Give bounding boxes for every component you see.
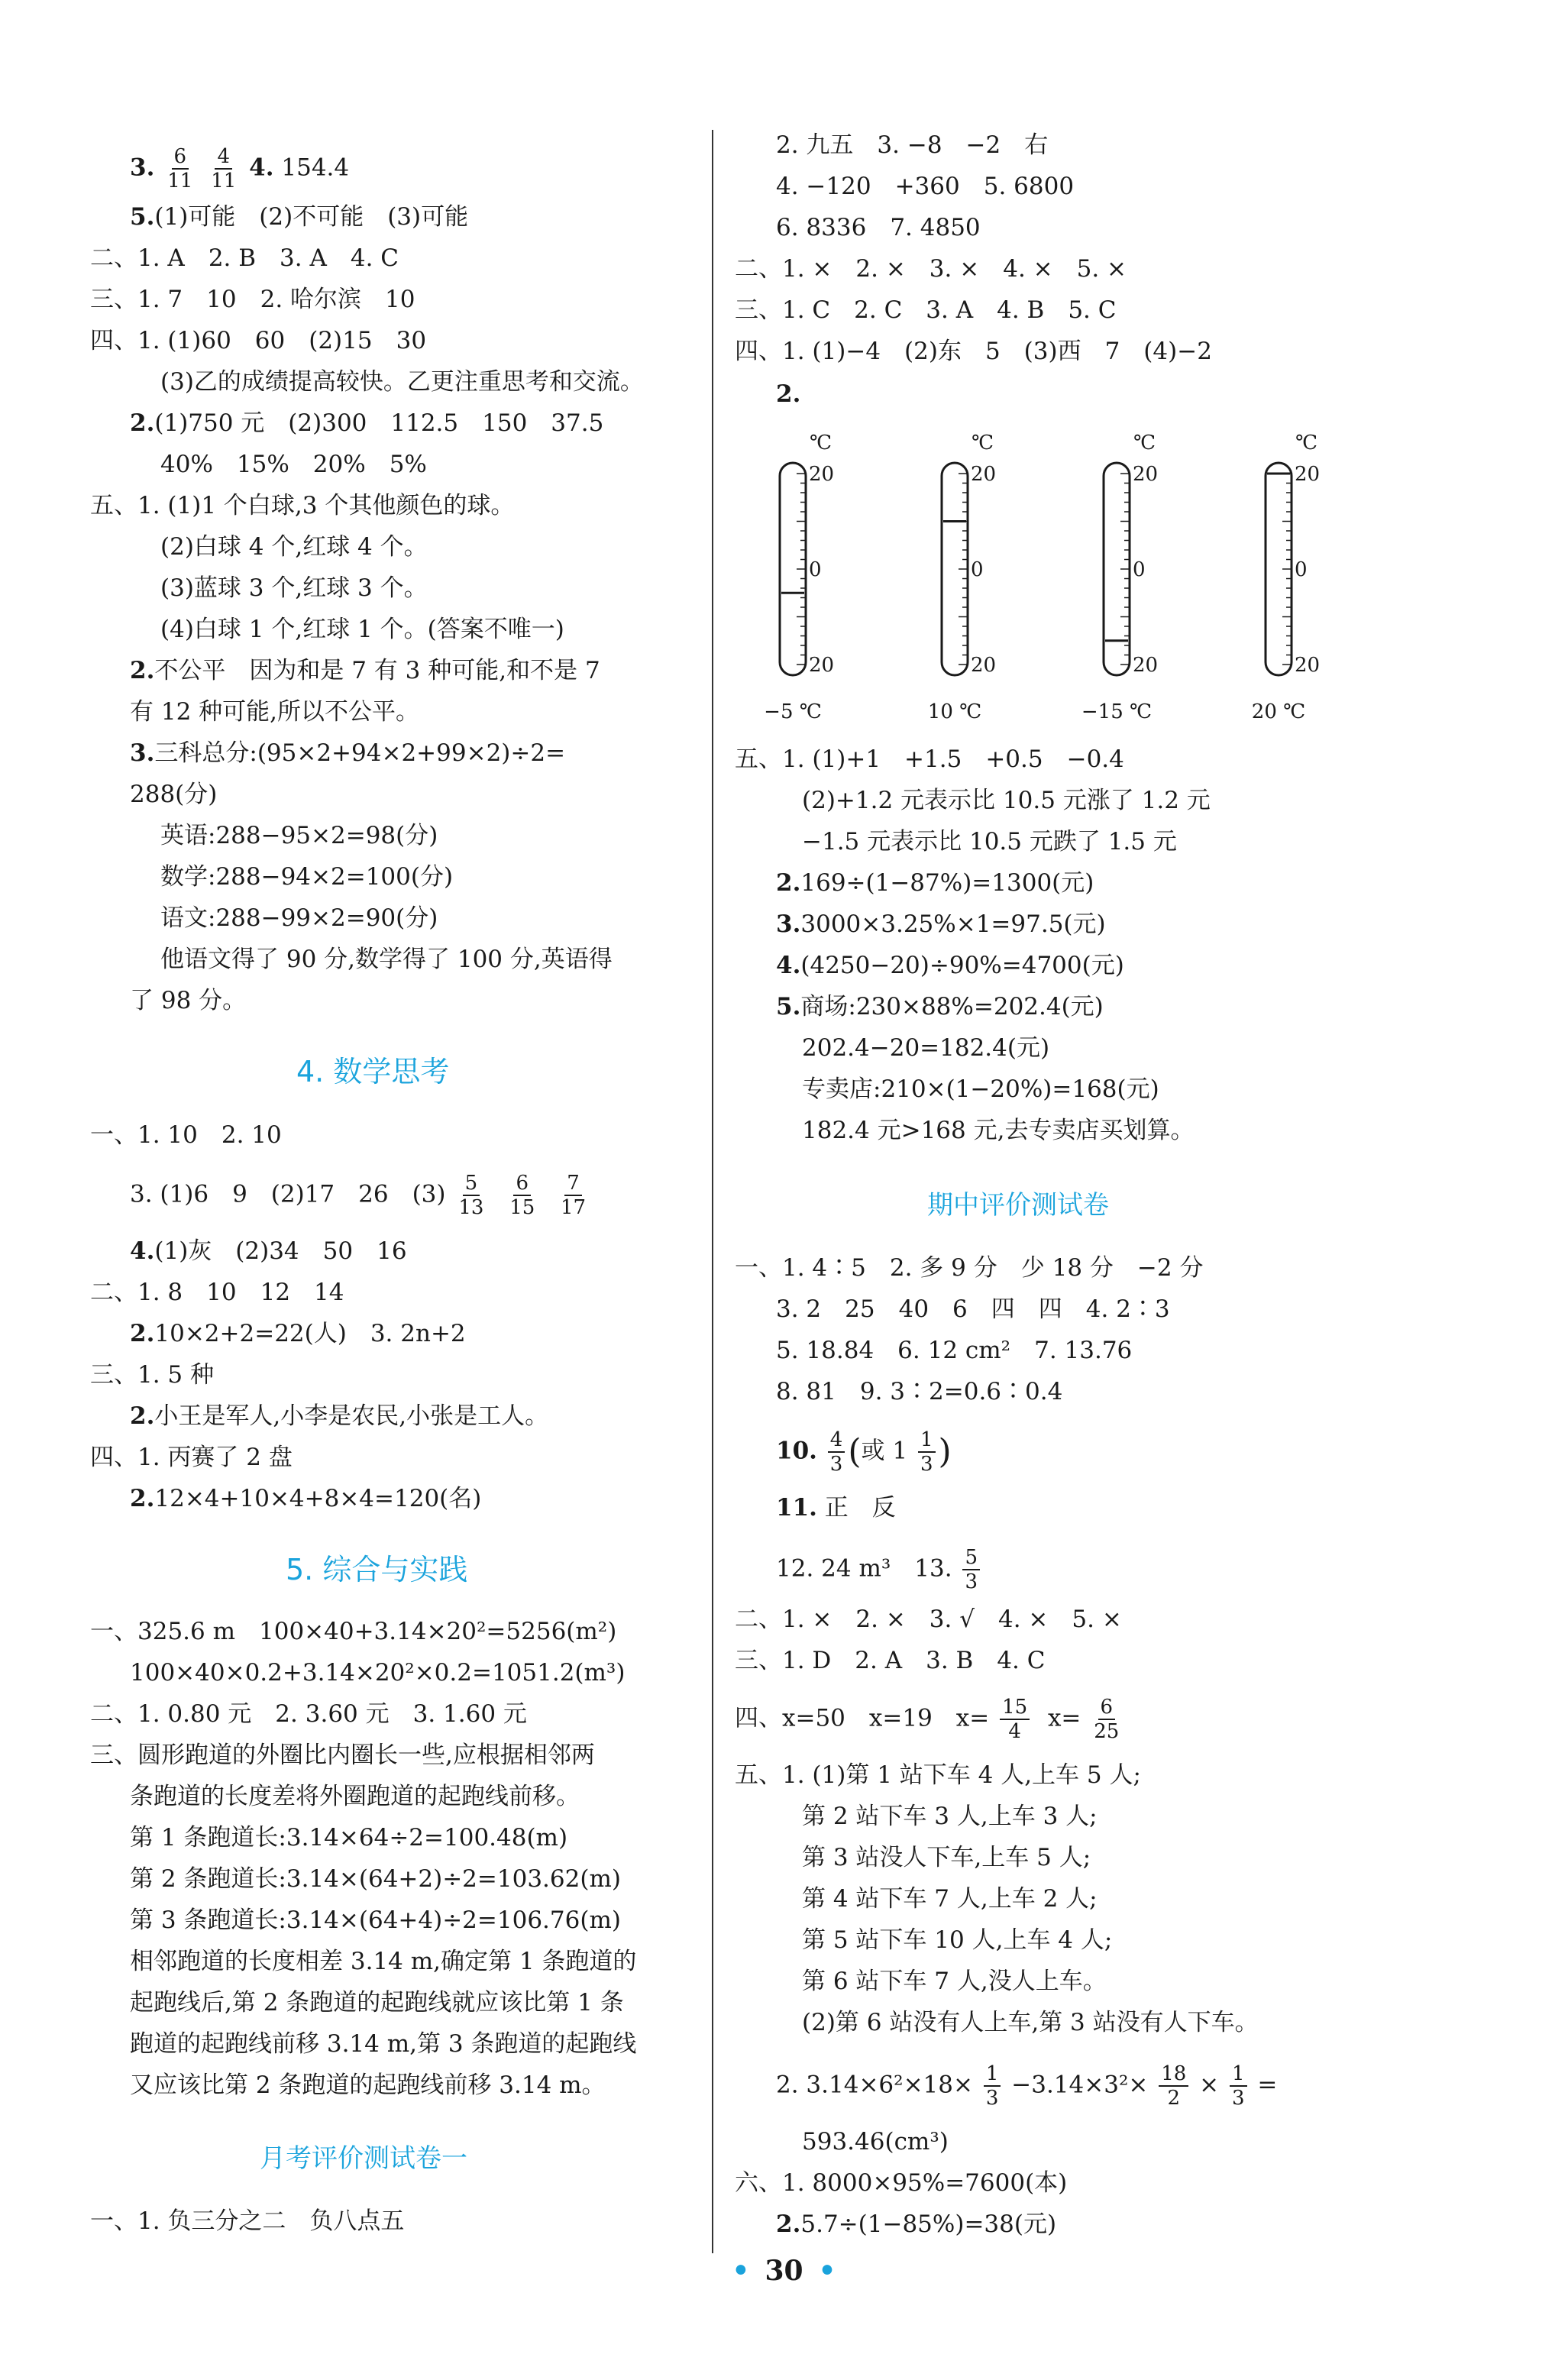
fraction: $\frac{4}{3}$ (828, 1428, 845, 1476)
answer-line: −1.5 元表示比 10.5 元跌了 1.5 元 (802, 828, 1177, 855)
answer-line: 一、325.6 m 100×40+3.14×20²=5256(m²) (90, 1618, 617, 1645)
answer-line: 了 98 分。 (130, 987, 247, 1014)
answer-line: 2.169÷(1−87%)=1300(元) (776, 869, 1094, 897)
answer-line: 三、1. 5 种 (90, 1361, 215, 1389)
answer-line: 3.3000×3.25%×1=97.5(元) (776, 910, 1106, 938)
answer-line: 2.10×2+2=22(人) 3. 2n+2 (130, 1320, 466, 1347)
answer-line: 182.4 元>168 元,去专卖店买划算。 (802, 1117, 1195, 1144)
fraction: $\frac{1}{3}$ (984, 2062, 1001, 2110)
answer-line: 条跑道的长度差将外圈跑道的起跑线前移。 (130, 1783, 580, 1810)
answer-line: 英语:288−95×2=98(分) (160, 822, 438, 849)
answer-line: 2. 九五 3. −8 −2 右 (776, 131, 1049, 159)
answer-line: 又应该比第 2 条跑道的起跑线前移 3.14 m。 (130, 2071, 606, 2099)
answer-line: 起跑线后,第 2 条跑道的起跑线就应该比第 1 条 (130, 1989, 624, 2016)
section-heading: 5. 综合与实践 (286, 1553, 468, 1586)
fraction: $\frac{7}{17}$ (561, 1172, 587, 1219)
thermometer-unit: ℃ (810, 432, 832, 454)
answer-line: 五、1. (1)1 个白球,3 个其他颜色的球。 (90, 492, 515, 519)
thermometer-scale-label: 0 (971, 558, 984, 581)
page-number: 30 (765, 2255, 803, 2287)
answer-line: 数学:288−94×2=100(分) (160, 863, 454, 891)
answer-line: 五、1. (1)第 1 站下车 4 人,上车 5 人; (735, 1761, 1141, 1789)
thermometer-scale-label: 20 (971, 463, 997, 486)
answer-line: 第 1 条跑道长:3.14×64÷2=100.48(m) (130, 1824, 568, 1851)
answer-line: 四、x=50 x=19 x= $\frac{15}{4}$ x= $\frac{6}{25}$ (735, 1696, 1124, 1743)
answer-line: 三、1. C 2. C 3. A 4. B 5. C (735, 296, 1117, 324)
answer-line: 202.4−20=182.4(元) (802, 1034, 1050, 1062)
answer-line: 593.46(cm³) (802, 2128, 949, 2155)
thermometer-unit: ℃ (1295, 432, 1318, 454)
answer-line: 288(分) (130, 781, 218, 808)
answer-line: 100×40×0.2+3.14×20²×0.2=1051.2(m³) (130, 1659, 626, 1687)
section-heading: 月考评价测试卷一 (260, 2143, 467, 2174)
answer-line: 二、1. × 2. × 3. √ 4. × 5. × (735, 1606, 1122, 1633)
thermometer-scale-label: 20 (1133, 463, 1159, 486)
answer-line: 第 4 站下车 7 人,上车 2 人; (802, 1885, 1098, 1913)
thermometer-unit: ℃ (1133, 432, 1156, 454)
answer-line: 3. $\frac{6}{11}$ $\frac{4}{11}$ 4. 154.4 (130, 145, 350, 192)
thermometer-label: 20 ℃ (1251, 700, 1306, 723)
section-heading: 期中评价测试卷 (927, 1190, 1109, 1221)
thermometer-label: −5 ℃ (764, 700, 822, 723)
answer-line: 2.不公平 因为和是 7 有 3 种可能,和不是 7 (130, 657, 600, 684)
thermometer-label: −15 ℃ (1081, 700, 1153, 723)
answer-line: 五、1. (1)+1 +1.5 +0.5 −0.4 (735, 745, 1124, 773)
answer-line: 4.(4250−20)÷90%=4700(元) (776, 952, 1124, 979)
answer-line: 二、1. 0.80 元 2. 3.60 元 3. 1.60 元 (90, 1700, 527, 1728)
answer-line: 二、1. × 2. × 3. × 4. × 5. × (735, 255, 1127, 283)
fraction: $\frac{15}{4}$ (1000, 1696, 1030, 1743)
answer-line: 专卖店:210×(1−20%)=168(元) (802, 1075, 1159, 1103)
answer-line: 第 3 站没人下车,上车 5 人; (802, 1844, 1091, 1871)
answer-line: 10. $\frac{4}{3}$ (或 1 $\frac{1}{3}$ ) (776, 1428, 952, 1476)
thermometer-scale-label: 20 (809, 463, 835, 486)
answer-line: 二、1. 8 10 12 14 (90, 1279, 344, 1306)
answer-line: 5.(1)可能 (2)不可能 (3)可能 (130, 203, 469, 231)
answer-line: 11. 正 反 (776, 1494, 896, 1522)
answer-line: 六、1. 8000×95%=7600(本) (735, 2169, 1068, 2197)
answer-line: 一、1. 负三分之二 负八点五 (90, 2207, 405, 2235)
answer-line: 2. 3.14×6²×18× $\frac{1}{3}$ −3.14×3²× $\frac{18}{2}$ × $\frac{1}{3}$ = (776, 2062, 1278, 2110)
fraction: $\frac{4}{11}$ (211, 145, 237, 192)
fraction: $\frac{6}{11}$ (167, 145, 193, 192)
thermometer-scale-label: 20 (1295, 654, 1321, 677)
thermometer-scale-label: 20 (1133, 654, 1159, 677)
answer-line: 2.12×4+10×4+8×4=120(名) (130, 1485, 482, 1512)
answer-line: 第 3 条跑道长:3.14×(64+4)÷2=106.76(m) (130, 1906, 621, 1934)
thermometer-scale-label: 0 (809, 558, 822, 581)
answer-line: 2.5.7÷(1−85%)=38(元) (776, 2210, 1057, 2238)
thermometer-unit: ℃ (972, 432, 994, 454)
bullet-icon: • (818, 2255, 836, 2287)
fraction: $\frac{6}{25}$ (1094, 1696, 1120, 1743)
answer-line: (4)白球 1 个,红球 1 个。(答案不唯一) (160, 616, 564, 643)
bullet-icon: • (732, 2255, 750, 2287)
fraction: $\frac{18}{2}$ (1159, 2062, 1188, 2110)
thermometer-scale-label: 0 (1133, 558, 1146, 581)
answer-line: 4.(1)灰 (2)34 50 16 (130, 1237, 407, 1265)
fraction: $\frac{5}{3}$ (962, 1546, 980, 1593)
answer-line: 3. 2 25 40 6 四 四 4. 2∶3 (776, 1295, 1170, 1323)
answer-line: 第 2 站下车 3 人,上车 3 人; (802, 1803, 1098, 1830)
answer-line: 8. 81 9. 3∶2=0.6∶0.4 (776, 1378, 1063, 1405)
answer-line: 第 5 站下车 10 人,上车 4 人; (802, 1926, 1113, 1954)
answer-line: 3. (1)6 9 (2)17 26 (3) $\frac{5}{13}$ $\frac{6}{15}$ $\frac{7}{17}$ (130, 1172, 591, 1219)
answer-line: 有 12 种可能,所以不公平。 (130, 698, 420, 726)
answer-line: 三、1. 7 10 2. 哈尔滨 10 (90, 286, 415, 313)
answer-line: 跑道的起跑线前移 3.14 m,第 3 条跑道的起跑线 (130, 2030, 637, 2058)
answer-line: (2)白球 4 个,红球 4 个。 (160, 533, 428, 561)
answer-line: (3)乙的成绩提高较快。乙更注重思考和交流。 (160, 368, 644, 396)
fraction: $\frac{1}{3}$ (918, 1428, 936, 1476)
answer-line: 2.(1)750 元 (2)300 112.5 150 37.5 (130, 409, 604, 437)
answer-line: 2. (776, 380, 801, 408)
column-divider (712, 130, 713, 2253)
answer-line: 3.三科总分:(95×2+94×2+99×2)÷2= (130, 739, 566, 767)
answer-line: 三、圆形跑道的外圈比内圈长一些,应根据相邻两 (90, 1742, 595, 1769)
thermometer-scale-label: 20 (1295, 463, 1321, 486)
answer-line: 6. 8336 7. 4850 (776, 214, 981, 241)
answer-line: 5. 18.84 6. 12 cm² 7. 13.76 (776, 1337, 1133, 1364)
section-heading: 4. 数学思考 (296, 1055, 450, 1088)
answer-line: 一、1. 4∶5 2. 多 9 分 少 18 分 −2 分 (735, 1254, 1204, 1282)
fraction: $\frac{5}{13}$ (458, 1172, 484, 1219)
answer-line: (2)+1.2 元表示比 10.5 元涨了 1.2 元 (802, 787, 1211, 814)
answer-line: 一、1. 10 2. 10 (90, 1121, 282, 1149)
answer-line: 第 2 条跑道长:3.14×(64+2)÷2=103.62(m) (130, 1865, 621, 1893)
answer-line: 他语文得了 90 分,数学得了 100 分,英语得 (160, 946, 613, 973)
fraction: $\frac{6}{15}$ (509, 1172, 535, 1219)
thermometer-figure (756, 428, 1367, 733)
answer-line: 四、1. (1)60 60 (2)15 30 (90, 327, 427, 354)
thermometer-label: 10 ℃ (927, 700, 982, 723)
thermometer-scale-label: 20 (809, 654, 835, 677)
answer-line: 5.商场:230×88%=202.4(元) (776, 993, 1104, 1020)
answer-line: 第 6 站下车 7 人,没人上车。 (802, 1968, 1107, 1995)
answer-line: 二、1. A 2. B 3. A 4. C (90, 244, 399, 272)
answer-line: (2)第 6 站没有人上车,第 3 站没有人下车。 (802, 2009, 1259, 2036)
thermometer-scale-label: 20 (971, 654, 997, 677)
answer-line: 语文:288−99×2=90(分) (160, 904, 438, 932)
page-footer (0, 2255, 1568, 2287)
fraction: $\frac{1}{3}$ (1230, 2062, 1247, 2110)
answer-line: 12. 24 m³ 13. $\frac{5}{3}$ (776, 1546, 983, 1593)
answer-line: 四、1. 丙赛了 2 盘 (90, 1444, 293, 1471)
answer-line: 相邻跑道的长度相差 3.14 m,确定第 1 条跑道的 (130, 1948, 637, 1975)
answer-line: 四、1. (1)−4 (2)东 5 (3)西 7 (4)−2 (735, 338, 1212, 365)
thermometer-scale-label: 0 (1295, 558, 1308, 581)
answer-line: 2.小王是军人,小李是农民,小张是工人。 (130, 1402, 549, 1430)
answer-line: 40% 15% 20% 5% (160, 451, 427, 478)
answer-line: 4. −120 +360 5. 6800 (776, 173, 1075, 200)
answer-line: 三、1. D 2. A 3. B 4. C (735, 1647, 1046, 1674)
answer-line: (3)蓝球 3 个,红球 3 个。 (160, 574, 428, 602)
